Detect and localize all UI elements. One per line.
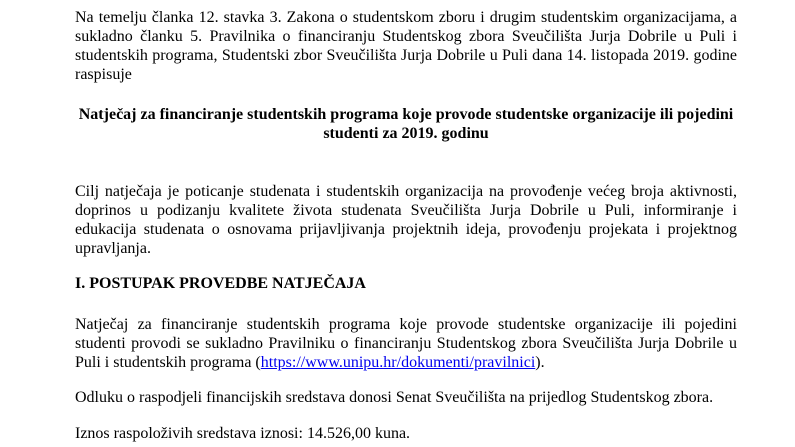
pravilnici-link[interactable]: https://www.unipu.hr/dokumenti/pravilnici	[260, 354, 536, 371]
document-title: Natječaj za financiranje studentskih programa koje provode studentske organizacije ili pojedini studenti za 2019. godinu	[78, 106, 734, 142]
section-heading: I. POSTUPAK PROVEDBE NATJEČAJA	[75, 275, 366, 292]
goal-paragraph: Cilj natječaja je poticanje studenata i studentskih organizacija na provođenje većeg broja aktivnosti, doprinos u podizanju kvalitete života studenata Sveučilišta Jurja Dobrile u Puli, informiranje i edukacija studenata o osnovama prijavljivanja projektnih ideja, provođenju projekata i projektnog upravljanja.	[75, 183, 737, 257]
procedure-text-before: Natječaj za financiranje studentskih programa koje provode studentske organizacije ili pojedini studenti provodi se sukladno Pravilniku o financiranju Studentskog zbora Sveučilišta Jurja Dobrile u Puli i studentskih programa (	[75, 316, 737, 371]
intro-paragraph: Na temelju članka 12. stavka 3. Zakona o studentskom zboru i drugim studentskim organizacijama, a sukladno članku 5. Pravilnika o financiranju Studentskog zbora Sveučilišta Jurja Dobrile u Puli i studentskih programa, Studentski zbor Sveučilišta Jurja Dobrile u Puli dana 14. listopada 2019. godine raspisuje	[75, 9, 737, 83]
procedure-paragraph	[75, 315, 737, 372]
procedure-text-after: ).	[535, 354, 545, 371]
decision-paragraph: Odluku o raspodjeli financijskih sredstava donosi Senat Sveučilišta na prijedlog Studentskog zbora.	[75, 389, 714, 406]
amount-paragraph: Iznos raspoloživih sredstava iznosi: 14.526,00 kuna.	[75, 425, 411, 442]
